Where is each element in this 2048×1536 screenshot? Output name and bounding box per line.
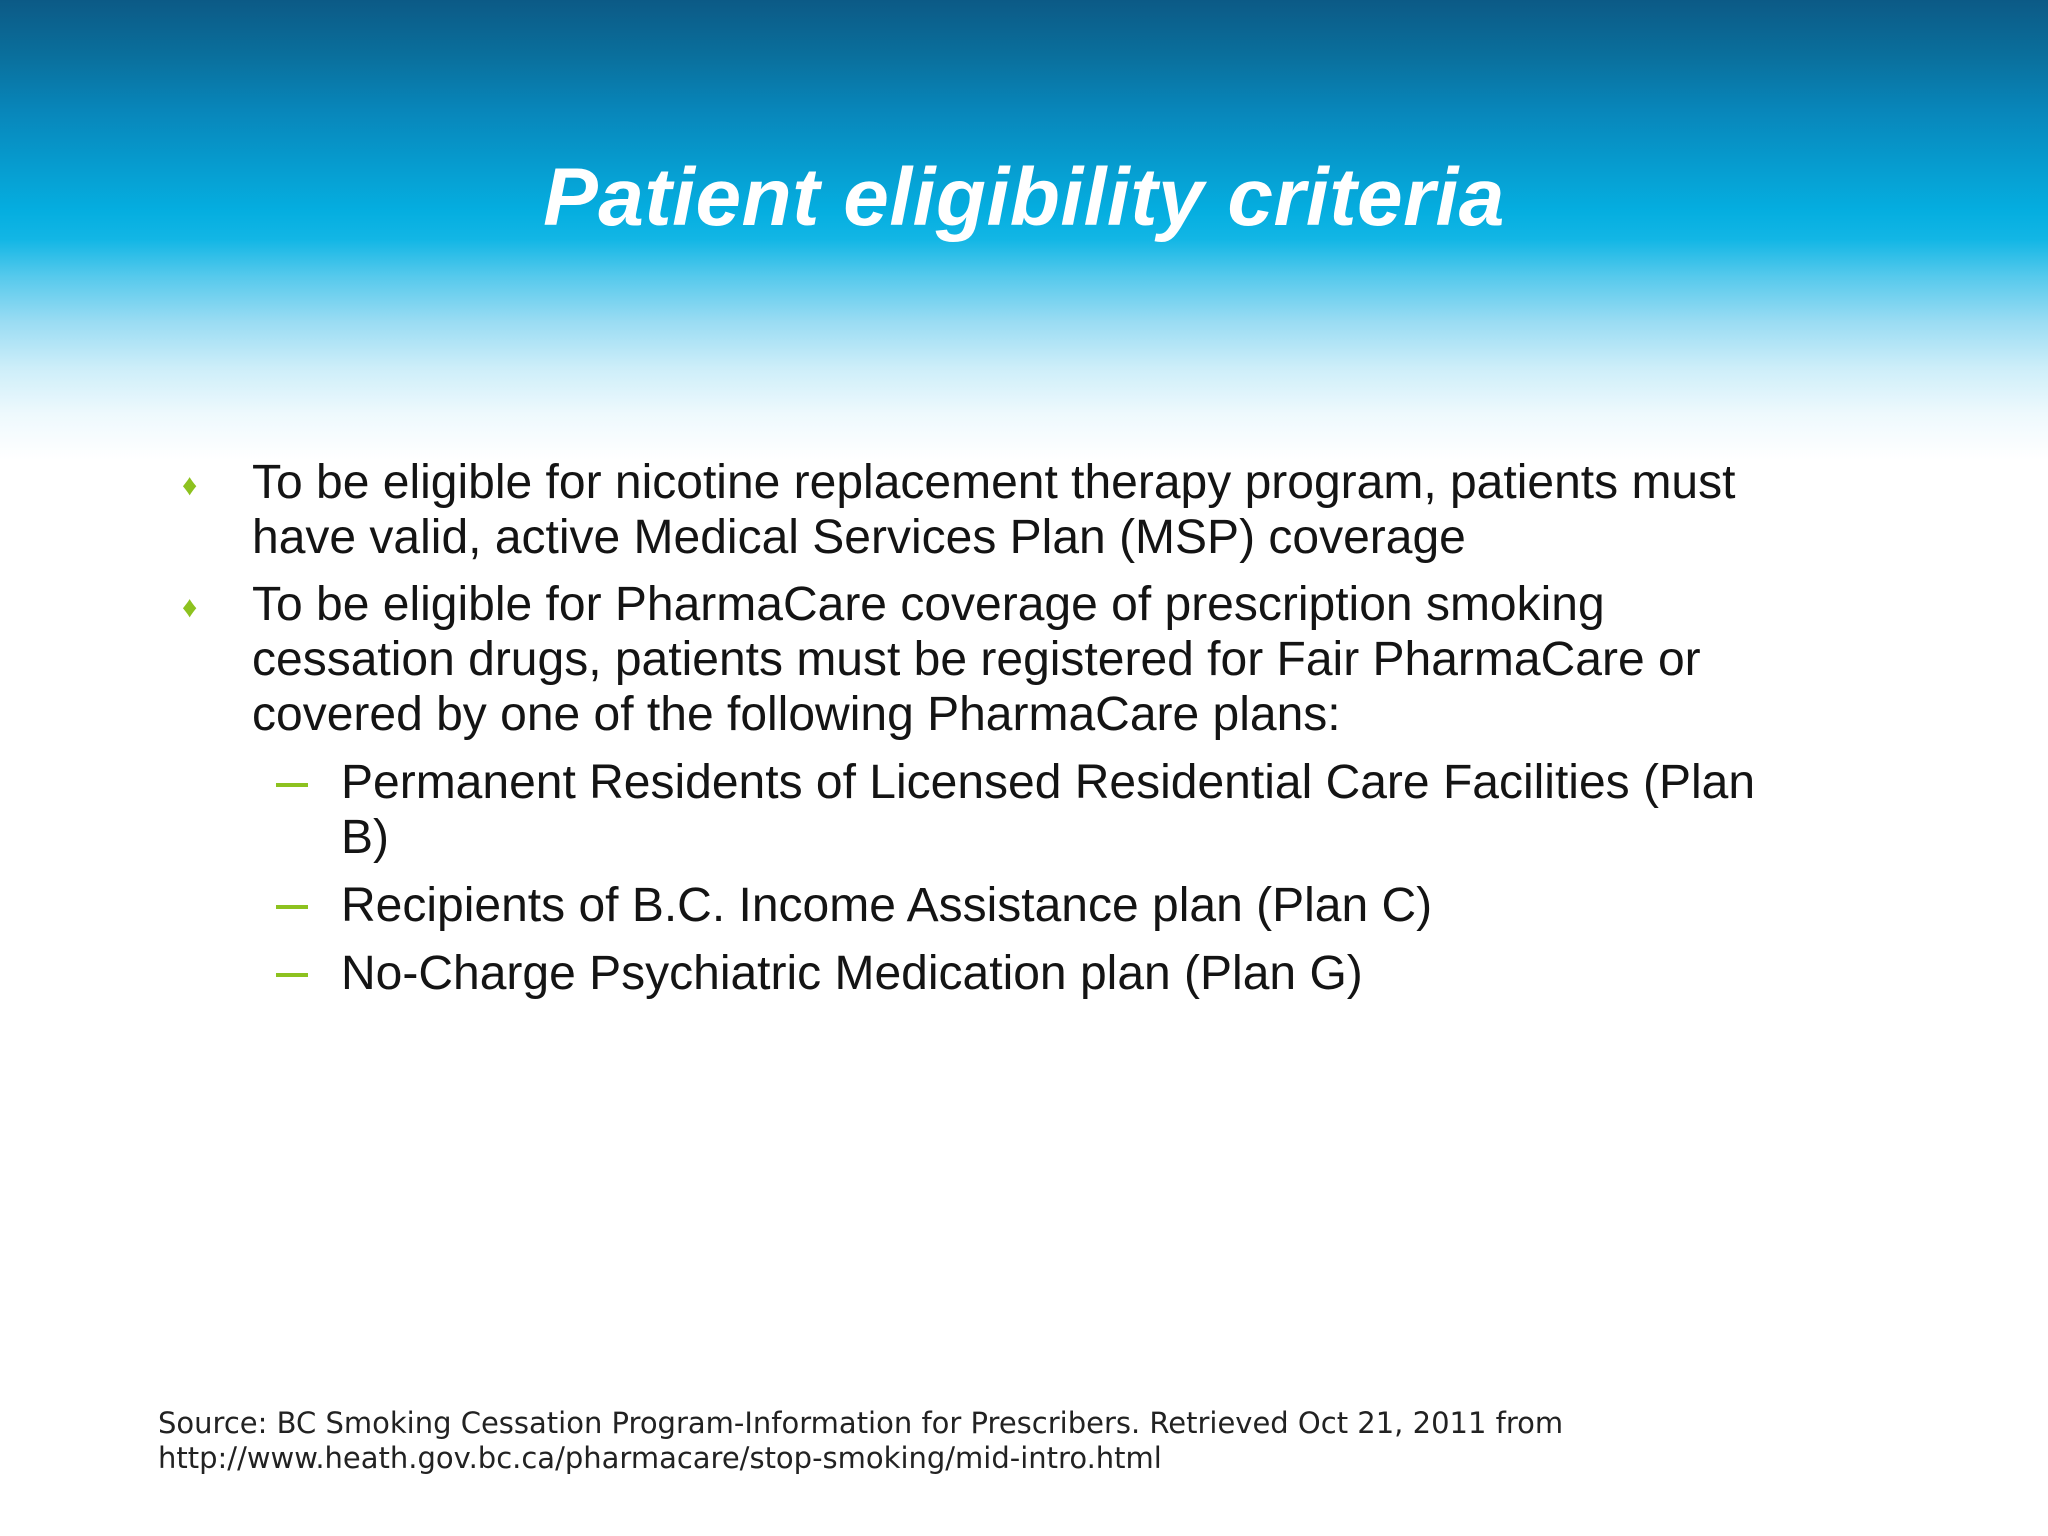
sub-bullet-line: Recipients of B.C. Income Assistance plan (Plan C)	[341, 879, 1433, 932]
diamond-bullet-icon: ♦	[182, 591, 198, 624]
source-citation	[158, 1406, 1958, 1476]
bullet-line: covered by one of the following PharmaCare plans:	[252, 688, 1341, 741]
bullet-item	[252, 577, 1872, 742]
dash-bullet-icon	[276, 973, 308, 977]
source-line: Source: BC Smoking Cessation Program-Information for Prescribers. Retrieved Oct 21, 2011 from	[158, 1406, 1564, 1440]
bullet-item	[252, 455, 1872, 565]
bullet-line: To be eligible for nicotine replacement therapy program, patients must	[252, 456, 1736, 509]
slide-title: Patient eligibility criteria	[543, 152, 1505, 243]
sub-bullet-item	[341, 946, 1881, 1001]
sub-bullet-item	[341, 755, 1881, 865]
sub-bullet-line: B)	[341, 811, 389, 864]
diamond-bullet-icon: ♦	[182, 469, 198, 502]
sub-bullet-item	[341, 878, 1881, 933]
bullet-line: have valid, active Medical Services Plan (MSP) coverage	[252, 511, 1466, 564]
bullet-line: To be eligible for PharmaCare coverage of prescription smoking	[252, 578, 1605, 631]
dash-bullet-icon	[276, 783, 308, 787]
sub-bullet-line: Permanent Residents of Licensed Residential Care Facilities (Plan	[341, 756, 1756, 809]
source-url: http://www.heath.gov.bc.ca/pharmacare/stop-smoking/mid-intro.html	[158, 1441, 1162, 1475]
dash-bullet-icon	[276, 905, 308, 909]
bullet-line: cessation drugs, patients must be registered for Fair PharmaCare or	[252, 633, 1701, 686]
sub-bullet-line: No-Charge Psychiatric Medication plan (Plan G)	[341, 947, 1363, 1000]
